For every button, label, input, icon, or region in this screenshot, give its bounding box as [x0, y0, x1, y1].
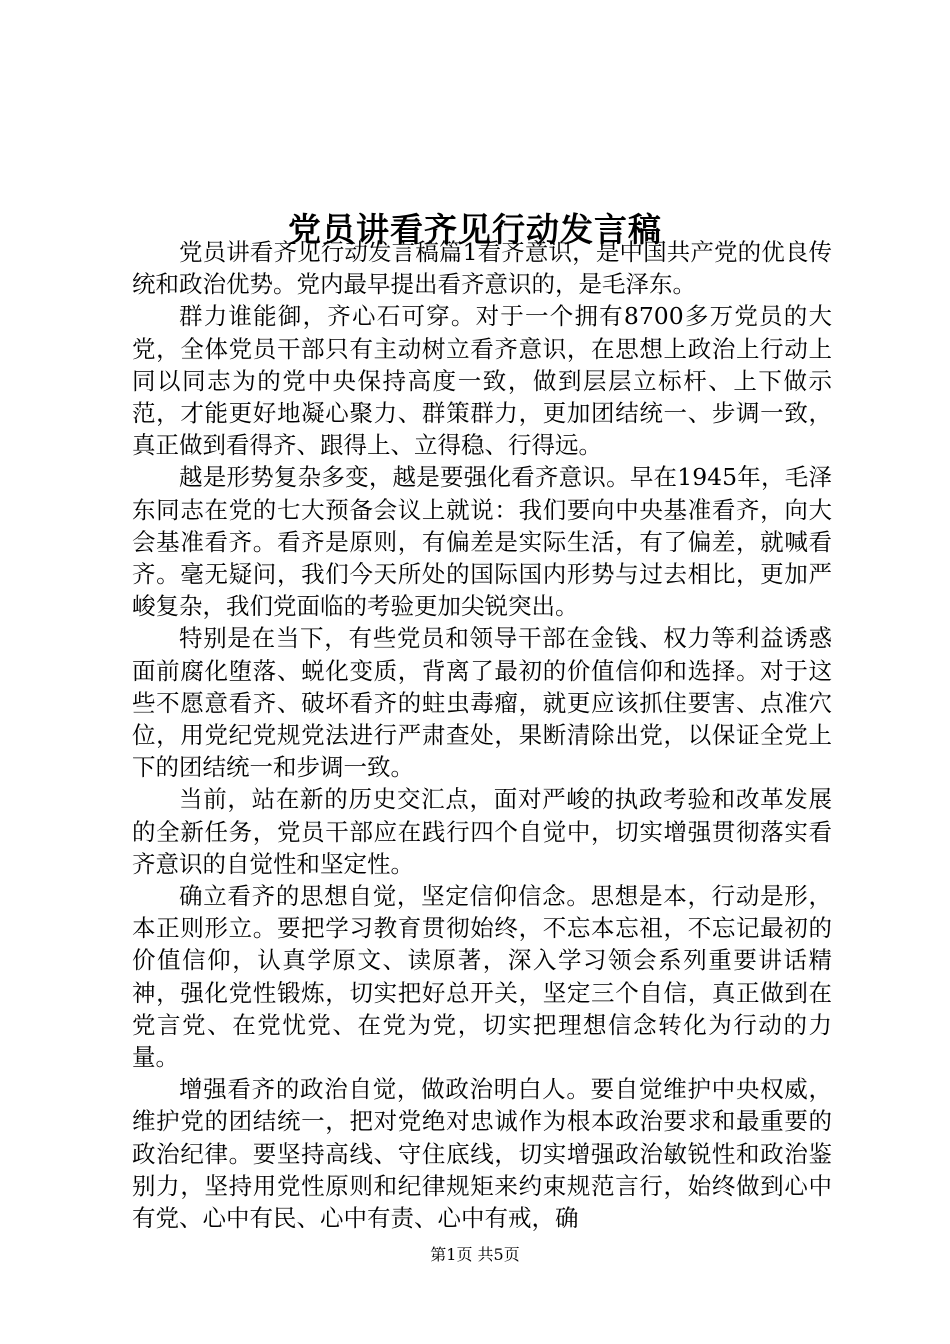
document-body	[132, 236, 832, 1234]
paragraph-2: 群力谁能御，齐心石可穿。对于一个拥有8700多万党员的大党，全体党员干部只有主动树立看齐意识，在思想上政治上行动上同以同志为的党中央保持高度一致，做到层层立标杆、上下做示范，才能更好地凝心聚力、群策群力，更加团结统一、步调一致，真正做到看得齐、跟得上、立得稳、行得远。	[132, 302, 832, 460]
page-number-footer: 第1页 共5页	[430, 1245, 520, 1264]
page-title: 党员讲看齐见行动发言稿	[288, 210, 662, 250]
paragraph-5: 当前，站在新的历史交汇点，面对严峻的执政考验和改革发展的全新任务，党员干部应在践行四个自觉中，切实增强贯彻落实看齐意识的自觉性和坚定性。	[132, 785, 832, 878]
paragraph-6: 确立看齐的思想自觉，坚定信仰信念。思想是本，行动是形，本正则形立。要把学习教育贯彻始终，不忘本忘祖，不忘记最初的价值信仰，认真学原文、读原著，深入学习领会系列重要讲话精神，强化党性锻炼，切实把好总开关，坚定三个自信，真正做到在党言党、在党忧党、在党为党，切实把理想信念转化为行动的力量。	[132, 882, 832, 1072]
paragraph-3: 越是形势复杂多变，越是要强化看齐意识。早在1945年，毛泽东同志在党的七大预备会议上就说：我们要向中央基准看齐，向大会基准看齐。看齐是原则，有偏差是实际生活，有了偏差，就喊看齐。毫无疑问，我们今天所处的国际国内形势与过去相比，更加严峻复杂，我们党面临的考验更加尖锐突出。	[132, 463, 832, 621]
paragraph-1: 党员讲看齐见行动发言稿篇1看齐意识，是中国共产党的优良传统和政治优势。党内最早提出看齐意识的，是毛泽东。	[132, 238, 832, 299]
paragraph-4: 特别是在当下，有些党员和领导干部在金钱、权力等利益诱惑面前腐化堕落、蜕化变质，背离了最初的价值信仰和选择。对于这些不愿意看齐、破坏看齐的蛀虫毒瘤，就更应该抓住要害、点准穴位，用党纪党规党法进行严肃查处，果断清除出党，以保证全党上下的团结统一和步调一致。	[132, 624, 832, 782]
paragraph-7: 增强看齐的政治自觉，做政治明白人。要自觉维护中央权威，维护党的团结统一，把对党绝对忠诚作为根本政治要求和最重要的政治纪律。要坚持高线、守住底线，切实增强政治敏锐性和政治鉴别力，坚持用党性原则和纪律规矩来约束规范言行，始终做到心中有党、心中有民、心中有责、心中有戒，确	[132, 1075, 832, 1233]
